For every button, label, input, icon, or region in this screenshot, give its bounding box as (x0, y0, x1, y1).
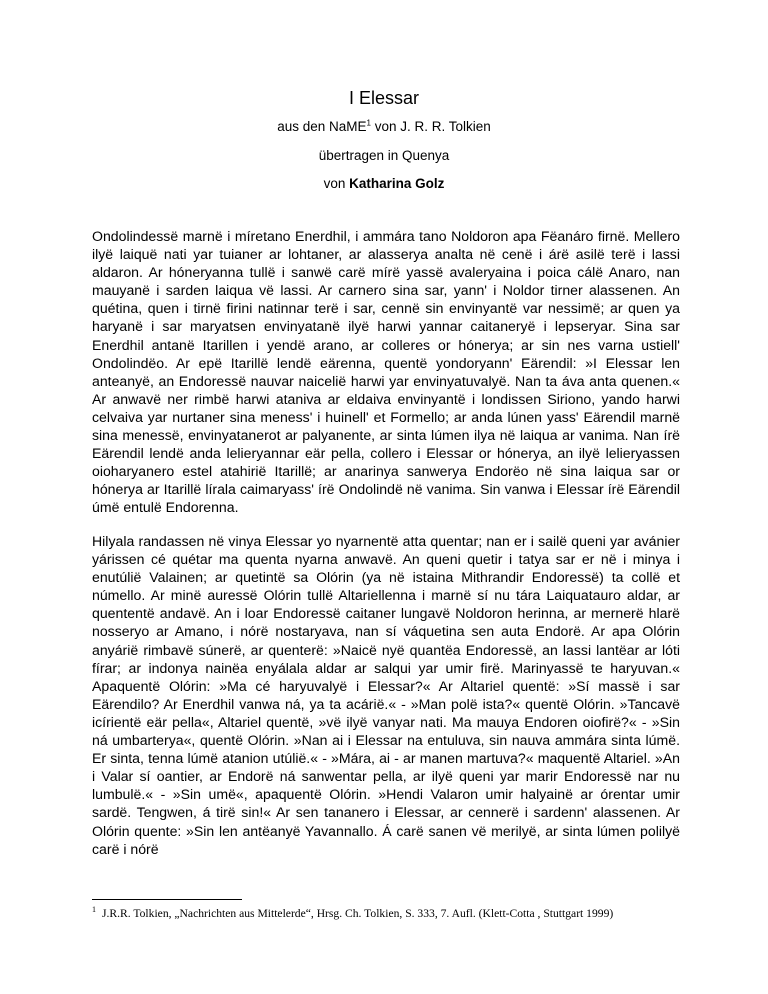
translation-line: übertragen in Quenya (318, 148, 450, 163)
source-suffix: von J. R. R. Tolkien (370, 119, 491, 134)
translator-name: Katharina Golz (349, 176, 445, 191)
footnote-text: J.R.R. Tolkien, „Nachrichten aus Mittelerde“, Hrsg. Ch. Tolkien, S. 333, 7. Aufl. (Klett-Cotta , Stuttgart 1999) (102, 907, 614, 920)
body-paragraph-1: Ondolindessë marnë i míretano Enerdhil, i ammára tano Noldoron apa Fëanáro firnë. Mellero ilyë laiquë nati yar tuianer ar lohtaner, ar alasserya analta në cenë i árë asilë terë i lassi aldaron. Ar hóneryanna tullë i sanwë carë mírë yassë avaleryaina i poica cálë Anaro, nan mauyanë i sarden laiqua vë lassi. Ar carnero sina sar, yann' i Noldor tirner alassenen. An quétina, quen i tirnë firini natinnar terë i sar, cennë sin envinyantë var nessimë; ar quen ya haryanë i sar maryatsen envinyatanë ilyë harwi yannar caitaneryë i lepseryar. Sina sar Enerdhil antanë Itarillen i yendë arano, ar colleres or hónerya; ar sin nes varna ustiell' Ondolindëo. Ar epë Itarillë lendë eärenna, quentë yondoryann' Eärendil: »I Elessar len anteanyë, an Endoressë nauvar naicelië harwi yar envinyatuvalyë. Nan ta áva anta quenen.« Ar anwavë ner rimbë harwi ataniva ar eldaiva envinyantë i londissen Siriono, yando harwi celvaiva yar nurtaner sina meness' i huinell' et Formello; ar anda lúnen yass' Eärendil marnë sina menessë, envinyatanerot ar palyanente, ar sinta lúmen ilya në laiqua ar vanima. Nan írë Eärendil lendë anda lelieryannar eär pella, collero i Elessar or hónerya, an ilyë lelieryassen oioharyanero estel atahiriё Itarillë; ar anarinya sanwerya Endorëo në sina laiqua sar or hónerya ar Itarillë lírala caimaryass' írë Ondolindë në vanima. Sin vanwa i Elessar írë Eärendil úmë entulë Endorenna. (92, 228, 680, 516)
source-line (0, 119, 768, 134)
footnote-separator (92, 899, 242, 900)
footnote (92, 907, 712, 920)
translator-line (0, 176, 768, 191)
source-prefix: aus den NaME (277, 119, 367, 134)
translator-prefix: von (323, 176, 350, 191)
footnote-marker: 1 (92, 905, 96, 915)
document-title: I Elessar (348, 88, 420, 108)
body-paragraph-2: Hilyala randassen në vinya Elessar yo nyarnentë atta quentar; nan er i sailë queni yar avánier yárissen cé quétar ma quenta nyarna anwavë. An queni quetir i tatya sar er në i minya i enutúlië Valainen; ar quetintë sa Olórin (ya në istaina Mithrandir Endoressë) ta collë et númello. Ar minë auressë Olórin tullë Altariellenna i marnë sí nu tára Laiquatauro aldar, ar quententë andavë. An i loar Endoressë caitaner lungavë Noldoron herinna, ar mernerë hlarë nosseryo ar Amano, i nórë nostaryava, nan sí váquetina sen auta Endorë. Ar apa Olórin anyárië rimbavë súnerë, ar quenterë: »Naicë nyë quantëa Endoressë, an lassi lantëar ar lóti fírar; ar indonya nainëa enyálala aldar ar salqui yar umir firë. Marinyassë te haryuvan.« Apaquentë Olórin: »Ma cé haryuvalyë i Elessar?« Ar Altariel quentë: »Sí massë i sar Eärendilo? Ar Enerdhil vanwa ná, ya ta acárië.« - »Man polë ista?« quentë Olórin. »Tancavë icírientë eär pella«, Altariel quentë, »vë ilyë vanyar nati. Ma mauya Endoren oiofirë?« - »Sin ná umbarterya«, quentë Olórin. »Nan ai i Elessar na entuluva, sin nauva ammára sinta lúmë. Er sinta, tenna lúmë atanion utúlië.« - »Mára, ai - ar manen martuva?« maquentë Altariel. »An i Valar sí oantier, ar Endorë ná sanwentar pella, ar ilyë queni yar marir Endoressë nar nu lumbulë.« - »Sin umë«, apaquentë Olórin. »Hendi Valaron umir halyainë ar órentar umir sardë. Tengwen, á tirë sin!« Ar sen tananero i Elessar, ar cennerë i sardenn' alassenen. Ar Olórin quente: »Sin len antëanyë Yavannallo. Á carë sanen vë merilyë, ar sinta lúmen polilyë carë i nórë (92, 533, 680, 857)
footnote-reference[interactable]: 1 (366, 118, 371, 128)
